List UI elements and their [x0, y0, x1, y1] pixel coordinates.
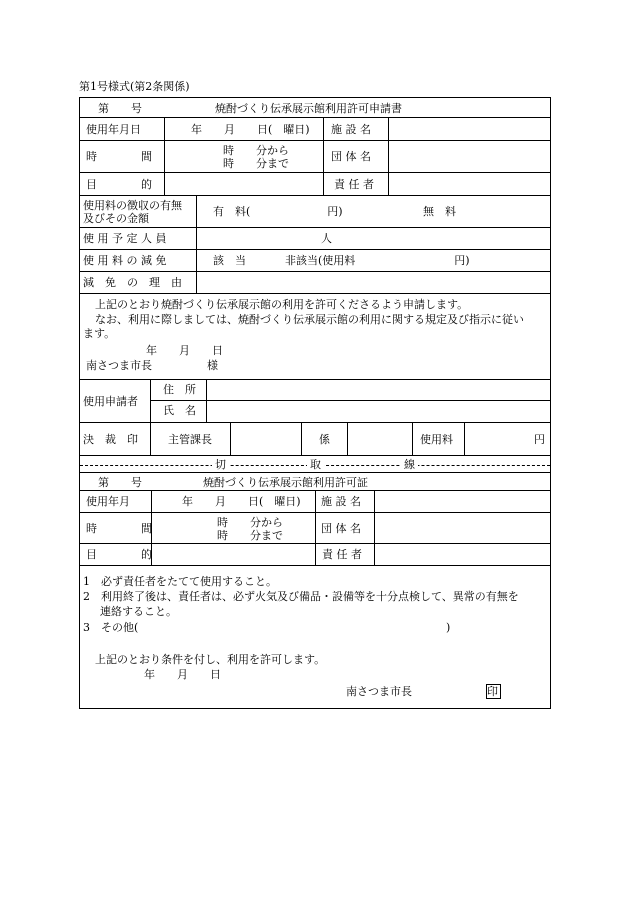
- name-row: [151, 401, 550, 422]
- applicant-label: 使用申請者: [83, 395, 138, 408]
- responsible-field[interactable]: [389, 173, 550, 195]
- permit-responsible-label: 責 任 者: [322, 548, 362, 561]
- permit-title: 焼酎づくり伝承展示館利用許可証: [203, 476, 368, 489]
- decision-label: 決 裁 印: [83, 433, 138, 446]
- form-frame: [79, 97, 551, 709]
- staff-seal-field[interactable]: [348, 423, 413, 455]
- people-row: [80, 228, 550, 250]
- reduction-label: 使 用 料 の 減 免: [83, 254, 167, 267]
- people-unit: 人: [321, 232, 332, 245]
- fee-label-2: 及びその金額: [83, 212, 149, 225]
- group-label: 団 体 名: [331, 150, 371, 163]
- reduction-applicable-option[interactable]: 該 当: [213, 254, 246, 267]
- group-field[interactable]: [389, 141, 550, 172]
- time-row: [80, 141, 550, 173]
- fee-yen: 円: [534, 433, 545, 446]
- permit-time-from: 時 分から: [217, 516, 283, 529]
- permit-purpose-field[interactable]: [152, 544, 316, 565]
- permit-time-field[interactable]: [152, 513, 316, 543]
- seal-icon: 印: [487, 685, 498, 698]
- purpose-field[interactable]: [165, 173, 324, 195]
- cut-line-char-2: 取: [307, 458, 324, 471]
- staff-label: 係: [319, 433, 330, 446]
- permit-time-to: 時 分まで: [217, 529, 283, 542]
- grant-statement: 上記のとおり条件を付し、利用を許可します。: [95, 653, 326, 666]
- use-date-row: [80, 118, 550, 141]
- permit-use-date-value: 年 月 日( 曜日): [182, 495, 301, 508]
- declaration-line-1: 上記のとおり焼酎づくり伝承展示館の利用を許可くださるよう申請します。: [95, 298, 469, 311]
- declaration-line-3: ます。: [83, 327, 116, 340]
- purpose-label: 目 的: [86, 178, 152, 191]
- fee-free-option[interactable]: 無 料: [423, 205, 456, 218]
- reason-row: [80, 272, 550, 294]
- address-row: [151, 380, 550, 401]
- conditions-block: [80, 566, 550, 708]
- time-to: 時 分まで: [223, 157, 289, 170]
- reason-label: 減 免 の 理 由: [83, 276, 182, 289]
- cut-line-char-3: 線: [401, 458, 418, 471]
- people-label: 使 用 予 定 人 員: [83, 232, 167, 245]
- application-title: 焼酎づくり伝承展示館利用許可申請書: [215, 102, 402, 115]
- time-field[interactable]: [165, 141, 324, 172]
- permit-use-date-row: [80, 491, 550, 513]
- reason-field[interactable]: [197, 272, 550, 293]
- fee-label-1: 使用料の徴収の有無: [83, 199, 182, 212]
- permit-use-date-label: 使用年月: [86, 495, 130, 508]
- condition-2-line-1: 2 利用終了後は、責任者は、必ず火気及び備品・設備等を十分点検して、異常の有無を: [83, 590, 519, 603]
- permit-group-label: 団 体 名: [321, 522, 361, 535]
- permit-header-row: [80, 472, 550, 491]
- addressee: 南さつま市長 様: [86, 359, 218, 372]
- permit-number-label: 第 号: [98, 476, 142, 489]
- chief-seal-field[interactable]: [231, 423, 302, 455]
- fee-amount-field[interactable]: [465, 423, 550, 455]
- declaration-line-2: なお、利用に際しましては、焼酎づくり伝承展示館の利用に関する規定及び指示に従い: [95, 313, 524, 326]
- permit-time-row: [80, 513, 550, 544]
- permit-date: 年 月 日: [144, 668, 221, 681]
- application-date: 年 月 日: [146, 344, 223, 357]
- use-date-label: 使用年月日: [86, 123, 141, 136]
- declaration-block: [80, 294, 550, 380]
- permit-facility-field[interactable]: [375, 491, 550, 512]
- permit-time-label: 時 間: [86, 522, 152, 535]
- condition-1: 1 必ず責任者をたてて使用すること。: [83, 575, 277, 588]
- facility-field[interactable]: [389, 118, 550, 140]
- fee-short-label: 使用料: [420, 433, 453, 446]
- purpose-row: [80, 173, 550, 196]
- chief-label: 主管課長: [168, 433, 212, 446]
- address-field[interactable]: [207, 380, 550, 400]
- condition-3-close: ): [446, 621, 451, 634]
- reduction-row: [80, 250, 550, 272]
- permit-responsible-field[interactable]: [375, 544, 550, 565]
- time-from: 時 分から: [223, 144, 289, 157]
- address-label: 住 所: [163, 383, 196, 396]
- use-date-value: 年 月 日( 曜日): [191, 123, 310, 136]
- fee-row: [80, 196, 550, 228]
- decision-row: [80, 423, 550, 456]
- time-label: 時 間: [86, 150, 152, 163]
- people-field[interactable]: [197, 228, 550, 249]
- form-number-title: 第1号様式(第2条関係): [79, 80, 190, 93]
- mayor-label: 南さつま市長: [346, 685, 412, 698]
- name-label: 氏 名: [163, 404, 196, 417]
- permit-group-field[interactable]: [375, 513, 550, 543]
- cut-line-char-1: 切: [212, 458, 229, 471]
- reduction-not-applicable-option[interactable]: 非該当(使用料 円): [285, 254, 470, 267]
- application-header-row: [80, 98, 550, 118]
- permit-purpose-row: [80, 544, 550, 566]
- condition-3: 3 その他(: [83, 621, 139, 634]
- name-field[interactable]: [207, 401, 550, 422]
- permit-purpose-label: 目 的: [86, 548, 152, 561]
- condition-2-line-2: 連絡すること。: [100, 605, 177, 618]
- applicant-row: [80, 380, 550, 423]
- fee-paid-option[interactable]: 有 料( 円): [213, 205, 343, 218]
- facility-label: 施 設 名: [331, 123, 371, 136]
- application-number-label: 第 号: [98, 102, 142, 115]
- responsible-label: 責 任 者: [334, 178, 374, 191]
- permit-facility-label: 施 設 名: [321, 495, 361, 508]
